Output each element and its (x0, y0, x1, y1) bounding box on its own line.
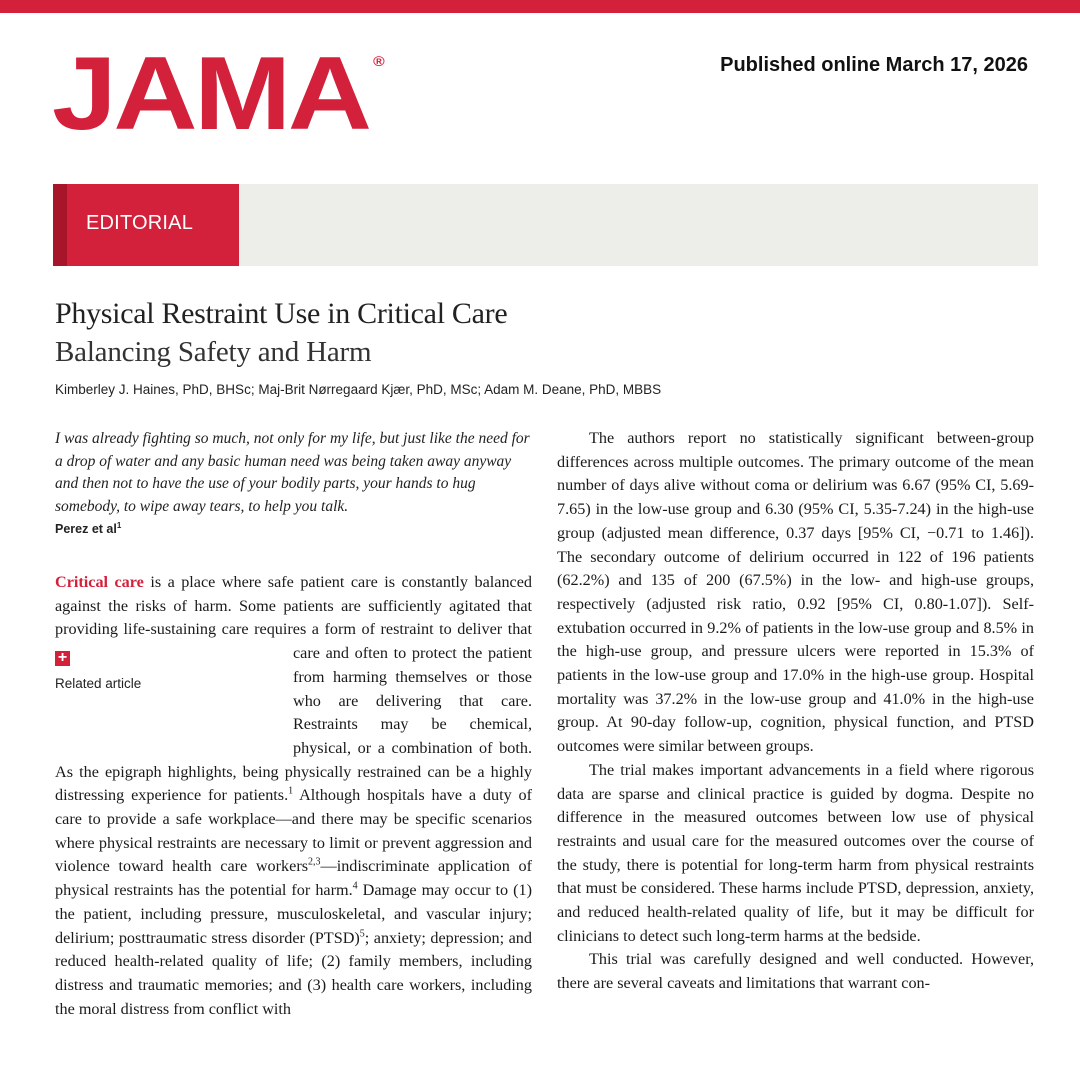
registered-mark: ® (373, 53, 385, 69)
reference-marker[interactable]: 5 (359, 928, 365, 940)
section-label: EDITORIAL (86, 212, 194, 234)
epigraph-citation: Perez et $al^1$ (55, 521, 122, 537)
body-column-left (55, 571, 532, 1021)
publication-date: Published online March 17, 2026 (720, 54, 1028, 76)
journal-logo: JAMA ® (52, 36, 385, 152)
body-paragraph: Critical care is a place where safe patient care is constantly balanced against the risks of harm. Some patients are sufficiently agitated that providing life-sustaining care requires a form of restraint to deliver that care and often to protect the + Related article patient from harming themselves or those who are delivering that care. Restraints may be chemical, physical, or a combination of both. As the epigraph highlights, being physically restrained can be a highly distressing experience for patients.$^1$ Although hospitals have a duty of care to provide a safe workplace—and there may be specific scenarios where physical restraints are necessary to limit or prevent aggression and violence toward health care workers$^{2,3}$—indiscriminate application of physical restraints has the potential for harm.$^4$ Damage may occur to (1) the patient, including pressure, musculoskeletal, and vascular injury; delirium; posttraumatic stress disorder (PTSD)$^5$; anxiety; depression; and reduced health-related quality of life; (2) family members, including distress and traumatic memories; and (3) health care workers, including the moral distress from conflict with (55, 573, 533, 1018)
epigraph-quote: I was already fighting so much, not only for my life, but just like the need for a drop of water and any basic human need was being taken away anyway and then not to have the use of your bodily parts, your hands to hug somebody, to wipe away tears, to help you talk. (55, 430, 530, 515)
reference-marker[interactable]: 4 (352, 880, 358, 892)
article-subtitle: Balancing Safety and Harm (55, 336, 372, 368)
related-article-box[interactable] (55, 646, 293, 741)
reference-marker[interactable]: 1 (288, 785, 294, 797)
body-paragraph: The trial makes important advancements in a field where rigorous data are sparse and clinical practice is guided by dogma. Despite no difference in the measured outcomes between low use of physical restraints and usual care for the measured outcomes over the course of the study, there is potential for long-term harm from physical restraints that must be considered. These harms include PTSD, depression, anxiety, and reduced health-related quality of life, but it may be difficult for clinicians to detect such long-term harms at the bedside. (557, 760, 1034, 945)
reference-marker[interactable]: 2,3 (308, 857, 321, 869)
related-article-link[interactable]: Related article (55, 676, 142, 692)
section-band-edge (53, 184, 67, 266)
body-column-right (557, 427, 1034, 996)
body-paragraph: This trial was carefully designed and well conducted. However, there are several caveats and limitations that warrant con- (557, 950, 1034, 993)
plus-icon[interactable]: + (55, 651, 70, 666)
epigraph-citation-ref: 1 (116, 521, 122, 530)
body-paragraph: The authors report no statistically significant between-group differences across multiple outcomes. The primary outcome of the mean number of days alive without coma or delirium was 6.67 (95% CI, 5.69-7.65) in the low-use group and 6.30 (95% CI, 5.35-7.24) in the high-use group (adjusted mean difference, 0.37 days [95% CI, −0.71 to 1.46]). The secondary outcome of delirium occurred in 122 of 196 patients (62.2%) and 135 of 200 (67.5%) in the low- and high-use groups, respectively (adjusted risk ratio, 0.92 [95% CI, 0.80-1.07]). Self-extubation occurred in 9.2% of patients in the low-use group and 8.5% in the high-use group, and pressure ulcers were reported in 15.3% of patients in the low-use group and 17.0% in the high-use group. Hospital mortality was 37.2% in the low-use group and 41.0% in the high-use group. At 90-day follow-up, cognition, physical function, and PTSD outcomes were similar between groups. (557, 429, 1034, 756)
article-title: Physical Restraint Use in Critical Care (55, 297, 508, 330)
lead-in-text: Critical care (55, 573, 144, 591)
article-authors: Kimberley J. Haines, PhD, BHSc; Maj-Brit Nørregaard Kjær, PhD, MSc; Adam M. Deane, PhD, MBBS (55, 382, 662, 397)
top-accent-bar (0, 0, 1080, 13)
